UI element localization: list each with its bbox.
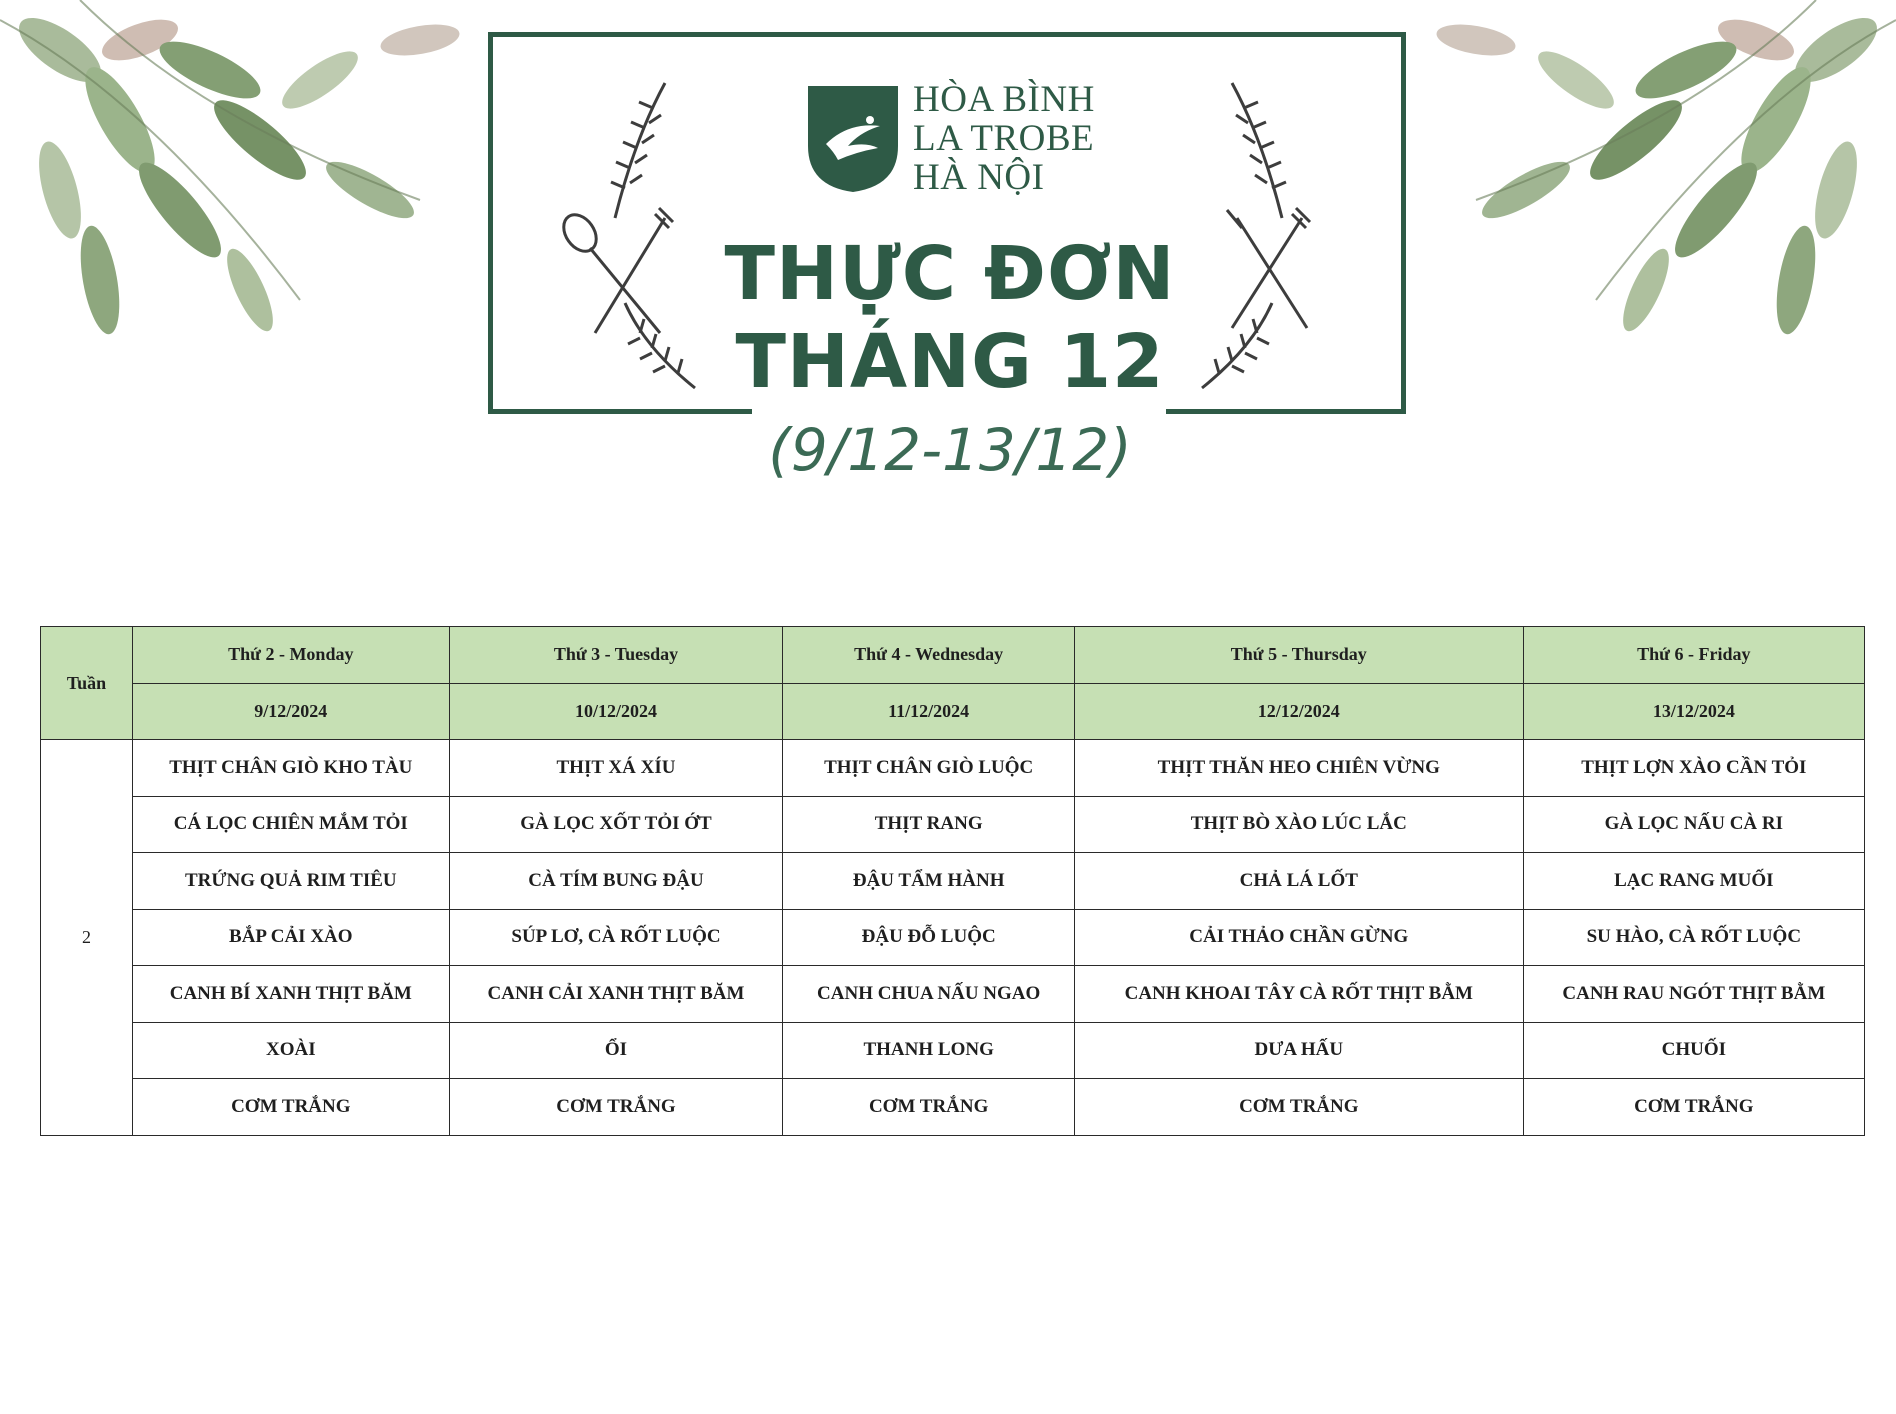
dish-row	[41, 853, 1865, 910]
dish-cell: ĐẬU ĐỖ LUỘC	[783, 909, 1075, 966]
day-name: Thứ 3 - Tuesday	[449, 627, 783, 684]
dish-cell: CÁ LỌC CHIÊN MẮM TỎI	[133, 796, 450, 853]
school-name	[913, 80, 1095, 197]
dish-cell: THỊT XÁ XÍU	[449, 740, 783, 797]
title-line-2: THÁNG 12	[735, 319, 1165, 405]
dish-cell: CƠM TRẮNG	[449, 1079, 783, 1136]
dish-cell: CANH BÍ XANH THỊT BĂM	[133, 966, 450, 1023]
school-logo	[808, 86, 898, 192]
cutlery-sprig-left-icon	[555, 78, 705, 408]
day-date: 9/12/2024	[133, 683, 450, 740]
dish-cell: LẠC RANG MUỐI	[1523, 853, 1864, 910]
day-name-row	[41, 627, 1865, 684]
dish-cell: THANH LONG	[783, 1022, 1075, 1079]
day-date: 13/12/2024	[1523, 683, 1864, 740]
dish-cell: CANH RAU NGÓT THỊT BẰM	[1523, 966, 1864, 1023]
cutlery-sprig-right-icon	[1192, 78, 1342, 408]
menu-table	[40, 626, 1865, 1136]
dish-row	[41, 966, 1865, 1023]
leaf-decoration-left	[0, 0, 470, 360]
dish-cell: DƯA HẤU	[1074, 1022, 1523, 1079]
dish-cell: THỊT CHÂN GIÒ KHO TÀU	[133, 740, 450, 797]
school-name-line: HÒA BÌNH	[913, 79, 1095, 120]
dish-cell: CƠM TRẮNG	[1074, 1079, 1523, 1136]
dish-cell: CƠM TRẮNG	[783, 1079, 1075, 1136]
dish-cell: XOÀI	[133, 1022, 450, 1079]
dish-cell: THỊT BÒ XÀO LÚC LẮC	[1074, 796, 1523, 853]
day-name: Thứ 4 - Wednesday	[783, 627, 1075, 684]
day-name: Thứ 6 - Friday	[1523, 627, 1864, 684]
school-name-line: HÀ NỘI	[913, 157, 1045, 198]
dish-cell: GÀ LỌC XỐT TỎI ỚT	[449, 796, 783, 853]
dish-row	[41, 1079, 1865, 1136]
dish-cell: THỊT LỢN XÀO CẦN TỎI	[1523, 740, 1864, 797]
dish-row	[41, 1022, 1865, 1079]
day-name: Thứ 5 - Thursday	[1074, 627, 1523, 684]
dish-cell: CƠM TRẮNG	[1523, 1079, 1864, 1136]
day-date: 10/12/2024	[449, 683, 783, 740]
frame-divider-left	[488, 409, 752, 414]
dish-cell: ỔI	[449, 1022, 783, 1079]
dish-row	[41, 909, 1865, 966]
day-date-row	[41, 683, 1865, 740]
dish-cell: CƠM TRẮNG	[133, 1079, 450, 1136]
dish-cell: TRỨNG QUẢ RIM TIÊU	[133, 853, 450, 910]
dish-cell: CHẢ LÁ LỐT	[1074, 853, 1523, 910]
dish-row	[41, 796, 1865, 853]
title-line-1: THỰC ĐƠN	[724, 231, 1176, 317]
dish-cell: CÀ TÍM BUNG ĐẬU	[449, 853, 783, 910]
dish-cell: ĐẬU TẨM HÀNH	[783, 853, 1075, 910]
day-date: 12/12/2024	[1074, 683, 1523, 740]
dish-cell: CANH KHOAI TÂY CÀ RỐT THỊT BẰM	[1074, 966, 1523, 1023]
dish-cell: THỊT THĂN HEO CHIÊN VỪNG	[1074, 740, 1523, 797]
dish-cell: THỊT RANG	[783, 796, 1075, 853]
week-header: Tuần	[41, 627, 133, 740]
day-date: 11/12/2024	[783, 683, 1075, 740]
dish-cell: SU HÀO, CÀ RỐT LUỘC	[1523, 909, 1864, 966]
dish-cell: CANH CẢI XANH THỊT BĂM	[449, 966, 783, 1023]
leaf-decoration-right	[1426, 0, 1896, 360]
dish-cell: CẢI THẢO CHẦN GỪNG	[1074, 909, 1523, 966]
date-range: (9/12-13/12)	[768, 416, 1132, 484]
dish-cell: CANH CHUA NẤU NGAO	[783, 966, 1075, 1023]
school-name-line: LA TROBE	[913, 118, 1095, 159]
day-name: Thứ 2 - Monday	[133, 627, 450, 684]
dish-row	[41, 740, 1865, 797]
week-number: 2	[41, 740, 133, 1136]
dish-cell: SÚP LƠ, CÀ RỐT LUỘC	[449, 909, 783, 966]
dish-cell: BẮP CẢI XÀO	[133, 909, 450, 966]
dish-cell: THỊT CHÂN GIÒ LUỘC	[783, 740, 1075, 797]
frame-divider-right	[1166, 409, 1406, 414]
dish-cell: CHUỐI	[1523, 1022, 1864, 1079]
dish-cell: GÀ LỌC NẤU CÀ RI	[1523, 796, 1864, 853]
page-title	[700, 230, 1200, 406]
